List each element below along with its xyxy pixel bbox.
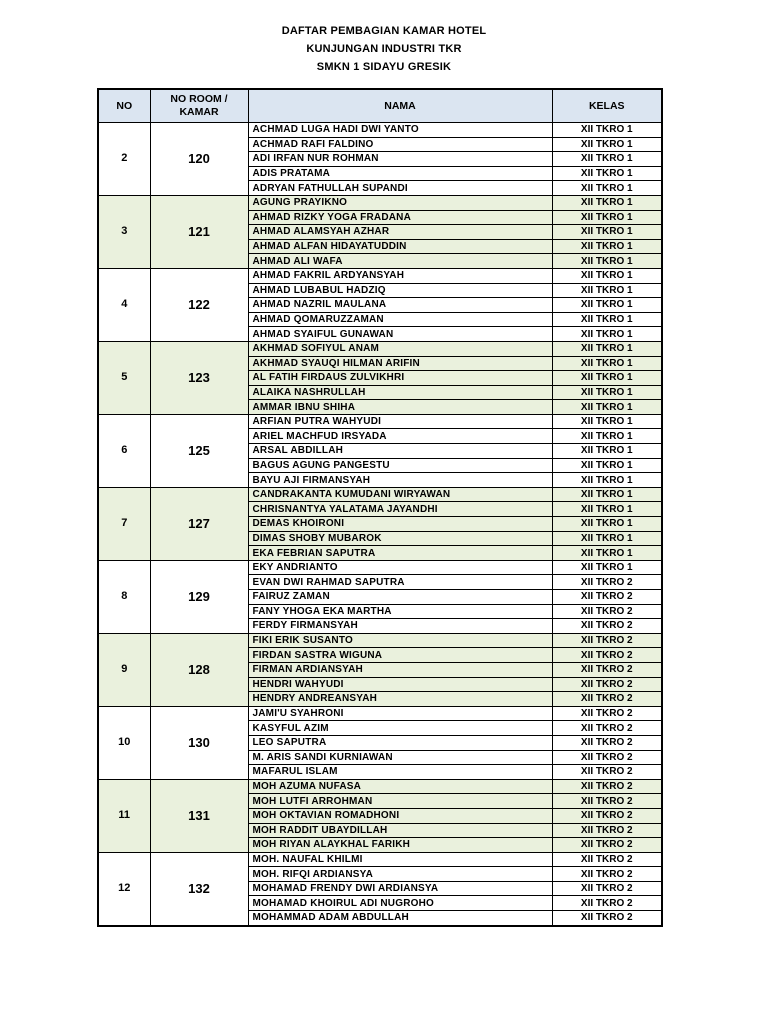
student-name: ALAIKA NASHRULLAH — [248, 385, 552, 400]
student-name: MOH AZUMA NUFASA — [248, 779, 552, 794]
room-number: 125 — [150, 414, 248, 487]
student-name: MOH RADDIT UBAYDILLAH — [248, 823, 552, 838]
document-titles — [0, 22, 768, 76]
student-class: XII TKRO 2 — [552, 881, 662, 896]
student-class: XII TKRO 1 — [552, 254, 662, 269]
student-class: XII TKRO 2 — [552, 633, 662, 648]
table-row — [98, 633, 662, 648]
student-name: FIRDAN SASTRA WIGUNA — [248, 648, 552, 663]
student-name: FAIRUZ ZAMAN — [248, 590, 552, 605]
room-number: 131 — [150, 779, 248, 852]
student-class: XII TKRO 1 — [552, 429, 662, 444]
student-name: JAMI'U SYAHRONI — [248, 706, 552, 721]
student-name: AHMAD LUBABUL HADZIQ — [248, 283, 552, 298]
student-name: ADRYAN FATHULLAH SUPANDI — [248, 181, 552, 196]
student-class: XII TKRO 2 — [552, 575, 662, 590]
room-group-number: 8 — [98, 560, 150, 633]
student-name: AHMAD QOMARUZZAMAN — [248, 312, 552, 327]
student-class: XII TKRO 2 — [552, 750, 662, 765]
student-name: DEMAS KHOIRONI — [248, 517, 552, 532]
student-class: XII TKRO 2 — [552, 706, 662, 721]
student-name: HENDRY ANDREANSYAH — [248, 692, 552, 707]
room-number: 130 — [150, 706, 248, 779]
room-number: 128 — [150, 633, 248, 706]
student-class: XII TKRO 2 — [552, 648, 662, 663]
student-name: AL FATIH FIRDAUS ZULVIKHRI — [248, 371, 552, 386]
student-class: XII TKRO 1 — [552, 181, 662, 196]
student-name: MOH LUTFI ARROHMAN — [248, 794, 552, 809]
student-class: XII TKRO 1 — [552, 327, 662, 342]
student-class: XII TKRO 1 — [552, 123, 662, 138]
student-name: BAGUS AGUNG PANGESTU — [248, 458, 552, 473]
student-class: XII TKRO 1 — [552, 152, 662, 167]
room-group-number: 11 — [98, 779, 150, 852]
student-name: MOHAMAD FRENDY DWI ARDIANSYA — [248, 881, 552, 896]
room-group-number: 6 — [98, 414, 150, 487]
student-class: XII TKRO 1 — [552, 298, 662, 313]
student-class: XII TKRO 1 — [552, 210, 662, 225]
header-row — [98, 89, 662, 123]
student-class: XII TKRO 2 — [552, 823, 662, 838]
room-number: 123 — [150, 341, 248, 414]
student-name: AHMAD SYAIFUL GUNAWAN — [248, 327, 552, 342]
student-name: FANY YHOGA EKA MARTHA — [248, 604, 552, 619]
student-class: XII TKRO 1 — [552, 312, 662, 327]
title-line-1: DAFTAR PEMBAGIAN KAMAR HOTEL — [281, 25, 487, 37]
room-number: 127 — [150, 487, 248, 560]
student-class: XII TKRO 2 — [552, 794, 662, 809]
student-class: XII TKRO 2 — [552, 852, 662, 867]
student-name: MOH OKTAVIAN ROMADHONI — [248, 808, 552, 823]
student-class: XII TKRO 1 — [552, 341, 662, 356]
student-class: XII TKRO 1 — [552, 239, 662, 254]
student-class: XII TKRO 1 — [552, 195, 662, 210]
student-class: XII TKRO 2 — [552, 619, 662, 634]
student-name: MOH. RIFQI ARDIANSYA — [248, 867, 552, 882]
student-class: XII TKRO 1 — [552, 356, 662, 371]
student-class: XII TKRO 2 — [552, 721, 662, 736]
student-name: AKHMAD SYAUQI HILMAN ARIFIN — [248, 356, 552, 371]
student-name: DIMAS SHOBY MUBAROK — [248, 531, 552, 546]
student-name: AHMAD RIZKY YOGA FRADANA — [248, 210, 552, 225]
student-class: XII TKRO 1 — [552, 473, 662, 488]
student-class: XII TKRO 1 — [552, 531, 662, 546]
student-class: XII TKRO 1 — [552, 268, 662, 283]
table-row — [98, 560, 662, 575]
student-name: EVAN DWI RAHMAD SAPUTRA — [248, 575, 552, 590]
student-name: MOH RIYAN ALAYKHAL FARIKH — [248, 838, 552, 853]
header-nama: NAMA — [248, 89, 552, 123]
student-name: MOHAMMAD ADAM ABDULLAH — [248, 911, 552, 926]
student-class: XII TKRO 2 — [552, 896, 662, 911]
student-class: XII TKRO 1 — [552, 560, 662, 575]
room-number: 132 — [150, 852, 248, 925]
room-group-number: 3 — [98, 195, 150, 268]
room-group-number: 9 — [98, 633, 150, 706]
student-name: AKHMAD SOFIYUL ANAM — [248, 341, 552, 356]
student-class: XII TKRO 2 — [552, 779, 662, 794]
student-name: AHMAD NAZRIL MAULANA — [248, 298, 552, 313]
student-class: XII TKRO 2 — [552, 590, 662, 605]
student-class: XII TKRO 2 — [552, 867, 662, 882]
header-kelas: KELAS — [552, 89, 662, 123]
table-header — [98, 89, 662, 123]
room-group-number: 2 — [98, 123, 150, 196]
student-name: CHRISNANTYA YALATAMA JAYANDHI — [248, 502, 552, 517]
student-class: XII TKRO 2 — [552, 604, 662, 619]
student-class: XII TKRO 2 — [552, 677, 662, 692]
student-name: HENDRI WAHYUDI — [248, 677, 552, 692]
table-row — [98, 779, 662, 794]
student-name: ACHMAD LUGA HADI DWI YANTO — [248, 123, 552, 138]
student-class: XII TKRO 1 — [552, 487, 662, 502]
student-class: XII TKRO 2 — [552, 692, 662, 707]
table-row — [98, 123, 662, 138]
student-class: XII TKRO 2 — [552, 808, 662, 823]
student-name: AMMAR IBNU SHIHA — [248, 400, 552, 415]
student-class: XII TKRO 2 — [552, 662, 662, 677]
student-name: M. ARIS SANDI KURNIAWAN — [248, 750, 552, 765]
student-name: CANDRAKANTA KUMUDANI WIRYAWAN — [248, 487, 552, 502]
student-class: XII TKRO 2 — [552, 838, 662, 853]
student-name: BAYU AJI FIRMANSYAH — [248, 473, 552, 488]
student-name: ADIS PRATAMA — [248, 166, 552, 181]
table-row — [98, 852, 662, 867]
student-class: XII TKRO 1 — [552, 517, 662, 532]
table-row — [98, 414, 662, 429]
room-group-number: 5 — [98, 341, 150, 414]
student-class: XII TKRO 1 — [552, 283, 662, 298]
room-group-number: 10 — [98, 706, 150, 779]
student-name: EKY ANDRIANTO — [248, 560, 552, 575]
table-row — [98, 195, 662, 210]
room-group-number: 12 — [98, 852, 150, 925]
student-class: XII TKRO 1 — [552, 546, 662, 561]
room-number: 129 — [150, 560, 248, 633]
title-line-3: SMKN 1 SIDAYU GRESIK — [316, 61, 452, 73]
student-name: AHMAD ALI WAFA — [248, 254, 552, 269]
student-class: XII TKRO 1 — [552, 225, 662, 240]
room-allocation-table — [97, 88, 663, 927]
student-class: XII TKRO 1 — [552, 444, 662, 459]
student-name: LEO SAPUTRA — [248, 735, 552, 750]
table-row — [98, 487, 662, 502]
room-group-number: 7 — [98, 487, 150, 560]
student-name: ARFIAN PUTRA WAHYUDI — [248, 414, 552, 429]
header-room — [150, 89, 248, 123]
student-class: XII TKRO 1 — [552, 458, 662, 473]
student-name: ARIEL MACHFUD IRSYADA — [248, 429, 552, 444]
student-name: AHMAD ALFAN HIDAYATUDDIN — [248, 239, 552, 254]
student-class: XII TKRO 1 — [552, 414, 662, 429]
title-line-2: KUNJUNGAN INDUSTRI TKR — [306, 43, 462, 55]
table-row — [98, 706, 662, 721]
student-name: KASYFUL AZIM — [248, 721, 552, 736]
student-name: MOHAMAD KHOIRUL ADI NUGROHO — [248, 896, 552, 911]
student-class: XII TKRO 2 — [552, 765, 662, 780]
student-class: XII TKRO 2 — [552, 735, 662, 750]
student-class: XII TKRO 1 — [552, 400, 662, 415]
room-number: 121 — [150, 195, 248, 268]
student-name: MOH. NAUFAL KHILMI — [248, 852, 552, 867]
student-class: XII TKRO 1 — [552, 166, 662, 181]
student-name: ACHMAD RAFI FALDINO — [248, 137, 552, 152]
student-name: AGUNG PRAYIKNO — [248, 195, 552, 210]
header-no: NO — [98, 89, 150, 123]
header-room-line1: NO ROOM / — [170, 93, 228, 105]
header-room-line2: KAMAR — [179, 106, 219, 118]
table-row — [98, 341, 662, 356]
student-name: MAFARUL ISLAM — [248, 765, 552, 780]
student-name: FIRMAN ARDIANSYAH — [248, 662, 552, 677]
table-row — [98, 268, 662, 283]
student-class: XII TKRO 1 — [552, 371, 662, 386]
student-name: EKA FEBRIAN SAPUTRA — [248, 546, 552, 561]
student-class: XII TKRO 2 — [552, 911, 662, 926]
room-number: 120 — [150, 123, 248, 196]
student-class: XII TKRO 1 — [552, 385, 662, 400]
table-body — [98, 123, 662, 926]
student-name: AHMAD FAKRIL ARDYANSYAH — [248, 268, 552, 283]
student-name: FIKI ERIK SUSANTO — [248, 633, 552, 648]
room-group-number: 4 — [98, 268, 150, 341]
student-name: ARSAL ABDILLAH — [248, 444, 552, 459]
student-name: AHMAD ALAMSYAH AZHAR — [248, 225, 552, 240]
student-name: FERDY FIRMANSYAH — [248, 619, 552, 634]
room-number: 122 — [150, 268, 248, 341]
student-class: XII TKRO 1 — [552, 137, 662, 152]
student-class: XII TKRO 1 — [552, 502, 662, 517]
student-name: ADI IRFAN NUR ROHMAN — [248, 152, 552, 167]
